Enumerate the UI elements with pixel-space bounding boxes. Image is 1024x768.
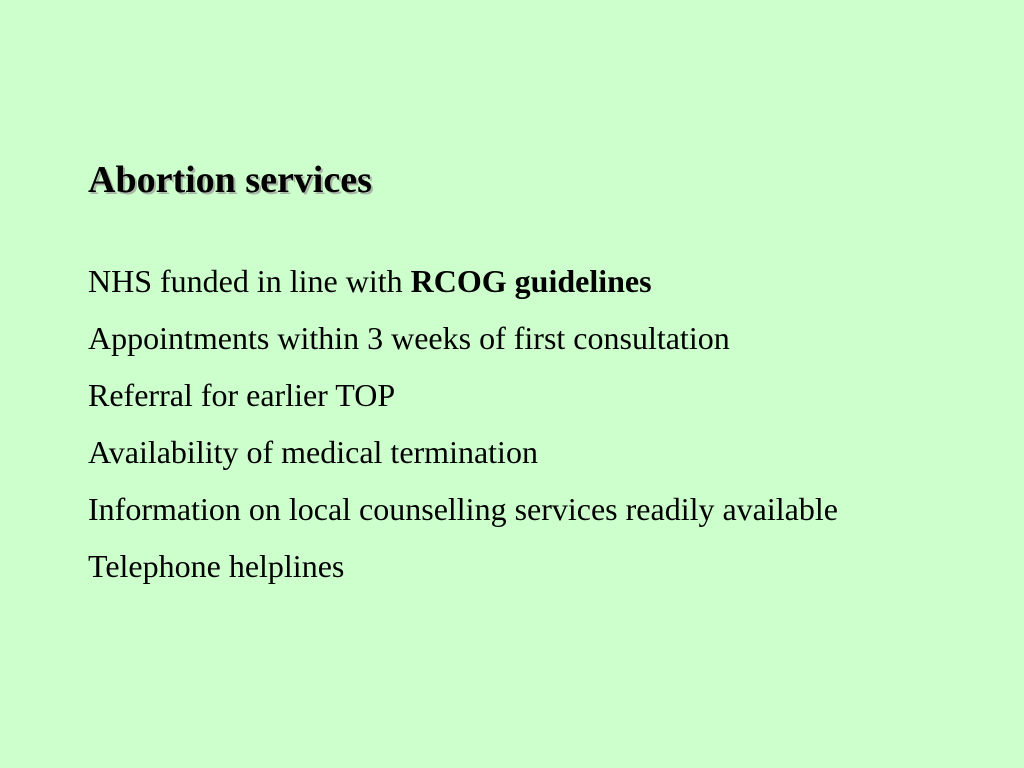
bullet-item-nhs-funded xyxy=(88,258,948,305)
bullet-item-counselling-info: Information on local counselling services readily available xyxy=(88,491,838,527)
bullet-list xyxy=(88,258,948,600)
bullet-item-helplines: Telephone helplines xyxy=(88,548,345,584)
slide-title: Abortion services xyxy=(88,159,372,201)
bullet-bold-text: RCOG guidelines xyxy=(410,263,652,299)
bullet-item-referral: Referral for earlier TOP xyxy=(88,377,396,413)
bullet-item-appointments: Appointments within 3 weeks of first consultation xyxy=(88,320,730,356)
bullet-text: NHS funded in line with xyxy=(88,263,411,299)
bullet-item-medical-termination: Availability of medical termination xyxy=(88,434,538,470)
